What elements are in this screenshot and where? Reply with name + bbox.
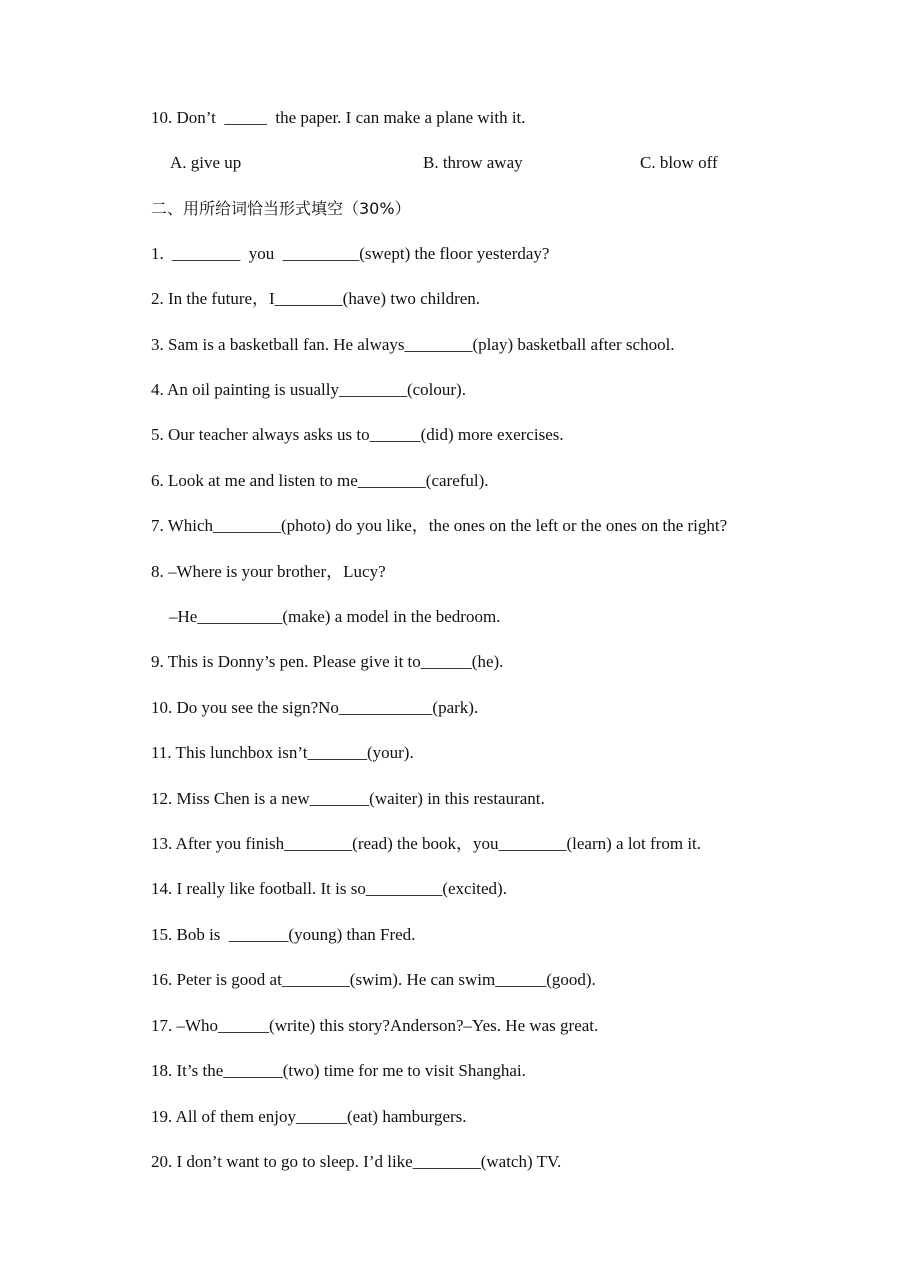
option-a: A. give up	[170, 153, 242, 172]
option-c: C. blow off	[640, 153, 718, 172]
exercise-item: 10. Do you see the sign?No___________(park).	[151, 698, 479, 717]
exercise-item: 7. Which________(photo) do you like，the ones on the left or the ones on the right?	[151, 516, 728, 535]
exercise-item: 5. Our teacher always asks us to______(did) more exercises.	[151, 425, 564, 444]
exercise-item: 9. This is Donny’s pen. Please give it to______(he).	[151, 652, 504, 671]
exercise-item: 2. In the future，I________(have) two children.	[151, 289, 481, 308]
exercise-item: 3. Sam is a basketball fan. He always________(play) basketball after school.	[151, 335, 675, 354]
exercise-item: 6. Look at me and listen to me________(careful).	[151, 471, 489, 490]
exercise-item: 11. This lunchbox isn’t_______(your).	[151, 743, 414, 762]
exercise-item: 13. After you finish________(read) the book，you________(learn) a lot from it.	[151, 834, 702, 853]
exercise-item: 16. Peter is good at________(swim). He can swim______(good).	[151, 970, 596, 989]
exercise-item: 1. ________ you _________(swept) the floor yesterday?	[151, 244, 550, 263]
exercise-item: 20. I don’t want to go to sleep. I’d like________(watch) TV.	[151, 1152, 562, 1171]
exercise-item: 17. –Who______(write) this story?Anderson?–Yes. He was great.	[151, 1016, 599, 1035]
exercise-item: 14. I really like football. It is so_________(excited).	[151, 879, 507, 898]
exercise-item: 19. All of them enjoy______(eat) hamburgers.	[151, 1107, 467, 1126]
exercise-item: 15. Bob is _______(young) than Fred.	[151, 925, 416, 944]
section-title: 二、用所给词恰当形式填空（30%）	[151, 199, 411, 218]
exercise-item: –He__________(make) a model in the bedroom.	[169, 607, 501, 626]
exercise-item: 18. It’s the_______(two) time for me to visit Shanghai.	[151, 1061, 526, 1080]
exercise-item: 12. Miss Chen is a new_______(waiter) in this restaurant.	[151, 789, 545, 808]
question-10-stem: 10. Don’t _____ the paper. I can make a plane with it.	[151, 108, 526, 127]
exercise-item: 8. –Where is your brother，Lucy?	[151, 562, 386, 581]
option-b: B. throw away	[423, 153, 523, 172]
exercise-item: 4. An oil painting is usually________(colour).	[151, 380, 466, 399]
